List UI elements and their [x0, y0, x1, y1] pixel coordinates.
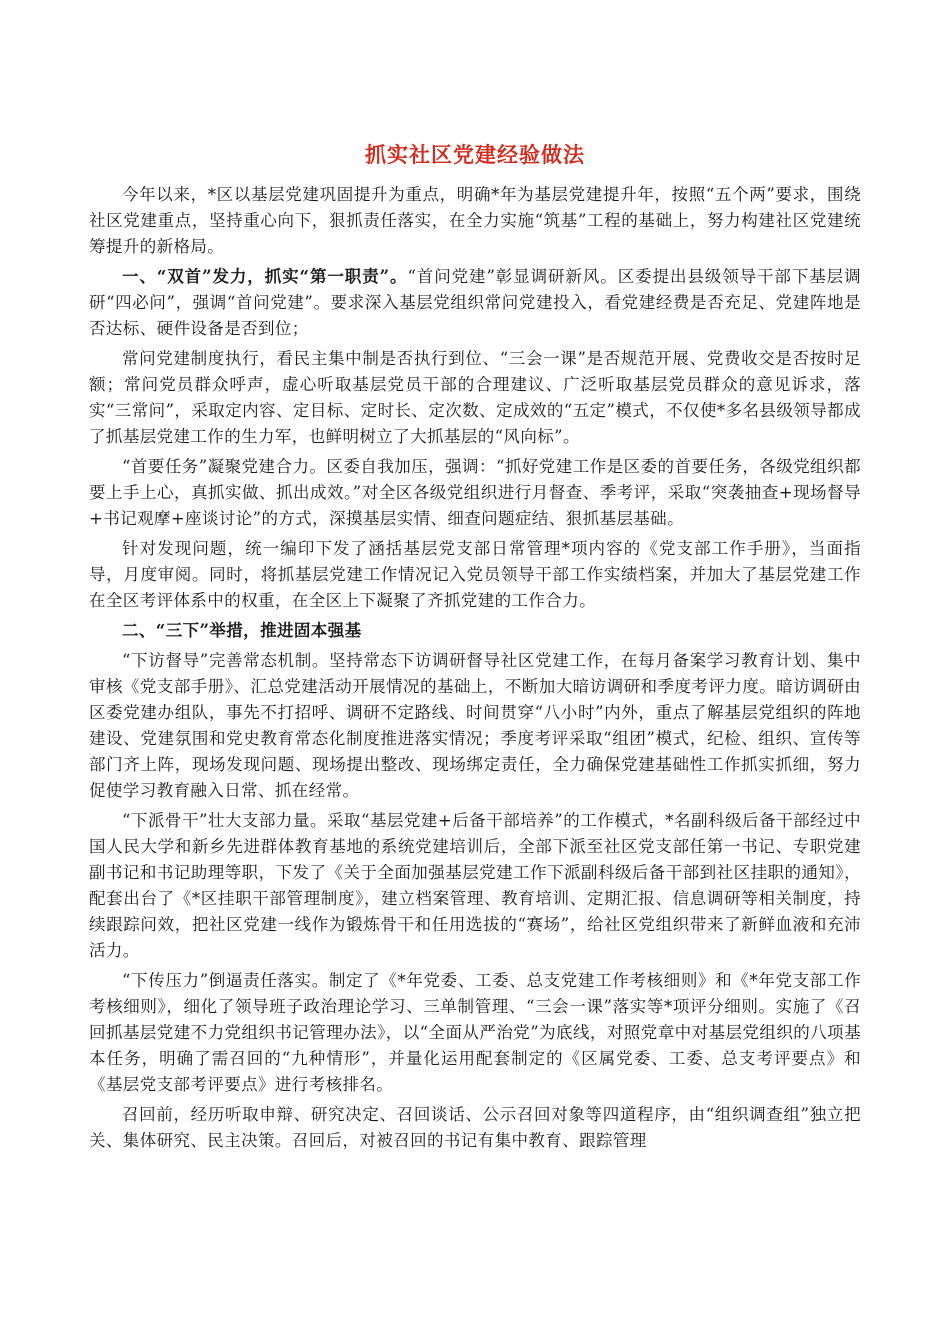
section1-paragraph-1: [89, 264, 861, 342]
section1-paragraph-1-text: “首问党建”彰显调研新风。区委提出县级领导干部下基层调研“四必问”，强调“首问党建”。要求深入基层党组织常问党建投入，看党建经费是否充足、党建阵地是否达标、硬件设备是否到位；: [89, 267, 861, 338]
section1-paragraph-2: 常问党建制度执行，看民主集中制是否执行到位、“三会一课”是否规范开展、党费收交是否按时足额；常问党员群众呼声，虚心听取基层党员干部的合理建议、广泛听取基层党员群众的意见诉求，落实“三常问”，采取定内容、定目标、定时长、定次数、定成效的“五定”模式，不仅使*多名县级领导都成了抓基层党建工作的生力军，也鲜明树立了大抓基层的“风向标”。: [89, 349, 861, 446]
document-title: 抓实社区党建经验做法: [365, 142, 585, 167]
intro-paragraph: 今年以来，*区以基层党建巩固提升为重点，明确*年为基层党建提升年，按照“五个两”要求，围绕社区党建重点，坚持重心向下，狠抓责任落实，在全力实施“筑基”工程的基础上，努力构建社区党建统筹提升的新格局。: [89, 185, 861, 256]
section2-paragraph-1: “下访督导”完善常态机制。坚持常态下访调研督导社区党建工作，在每月备案学习教育计划、集中审核《党支部手册》、汇总党建活动开展情况的基础上，不断加大暗访调研和季度考评力度。暗访调研由区委党建办组队，事先不打招呼、调研不定路线、时间贯穿“八小时”内外，重点了解基层党组织的阵地建设、党建氛围和党史教育常态化制度推进落实情况；季度考评采取“组团”模式，纪检、组织、宣传等部门齐上阵，现场发现问题、现场提出整改、现场绑定责任，全力确保党建基础性工作抓实抓细，努力促使学习教育融入日常、抓在经常。: [89, 651, 861, 800]
section2-paragraph-4: 召回前，经历听取申辩、研究决定、召回谈话、公示召回对象等四道程序，由“组织调查组”独立把关、集体研究、民主决策。召回后，对被召回的书记有集中教育、跟踪管理: [89, 1105, 861, 1150]
section2-paragraph-3: “下传压力”倒逼责任落实。制定了《*年党委、工委、总支党建工作考核细则》和《*年党支部工作考核细则》，细化了领导班子政治理论学习、三单制管理、“三会一课”落实等*项评分细则。实施了《召回抓基层党建不力党组织书记管理办法》，以“全面从严治党”为底线，对照党章中对基层党组织的八项基本任务，明确了需召回的“九种情形”，并量化运用配套制定的《区属党委、工委、总支考评要点》和《基层党支部考评要点》进行考核排名。: [89, 971, 861, 1094]
section2-paragraph-2: “下派骨干”壮大支部力量。采取“基层党建+后备干部培养”的工作模式，*名副科级后备干部经过中国人民大学和新乡先进群体教育基地的系统党建培训后，全部下派至社区党支部任第一书记、专职党建副书记和书记助理等职，下发了《关于全面加强基层党建工作下派副科级后备干部到社区挂职的通知》，配套出台了《*区挂职干部管理制度》，建立档案管理、教育培训、定期汇报、信息调研等相关制度，持续跟踪问效，把社区党建一线作为锻炼骨干和任用选拔的“赛场”，给社区党组织带来了新鲜血液和充沛活力。: [89, 811, 861, 960]
section2-heading: 二、“三下”举措，推进固本强基: [122, 621, 362, 640]
section1-paragraph-4: 针对发现问题，统一编印下发了涵括基层党支部日常管理*项内容的《党支部工作手册》，当面指导，月度审阅。同时，将抓基层党建工作情况记入党员领导干部工作实绩档案，并加大了基层党建工作在全区考评体系中的权重，在全区上下凝聚了齐抓党建的工作合力。: [89, 539, 861, 610]
section1-heading: 一、“双首”发力，抓实“第一职责”。: [122, 267, 408, 286]
section1-paragraph-3: “首要任务”凝聚党建合力。区委自我加压，强调：“抓好党建工作是区委的首要任务，各级党组织都要上手上心，真抓实做、抓出成效。”对全区各级党组织进行月督查、季考评，采取“突袭抽查+现场督导+书记观摩+座谈讨论”的方式，深摸基层实情、细查问题症结、狠抓基层基础。: [89, 457, 861, 528]
document-page: [89, 140, 861, 1158]
